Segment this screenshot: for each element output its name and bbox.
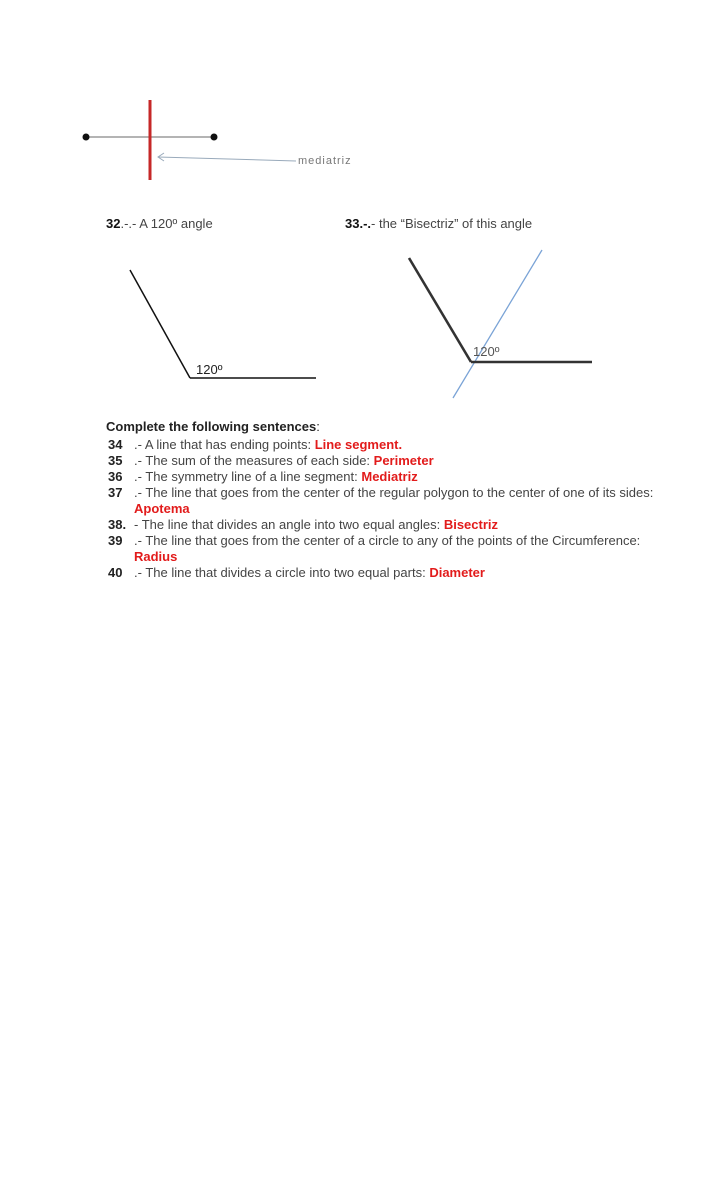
endpoint-right (211, 134, 218, 141)
caption-33 (345, 216, 532, 231)
angle-label-2: 120º (473, 344, 500, 359)
caption-33-text: - the “Bisectriz” of this angle (371, 216, 533, 231)
item-number: 35 (108, 453, 123, 468)
list-item (106, 437, 666, 453)
item-number: 36 (108, 469, 123, 484)
list-item (106, 517, 666, 533)
caption-32-text: .-.- A 120º angle (120, 216, 213, 231)
sentence-list (106, 437, 666, 581)
item-answer: Radius (134, 549, 178, 564)
item-text: .- A line that has ending points: (134, 437, 315, 452)
list-item (106, 469, 666, 485)
item-number: 38. (108, 517, 127, 532)
item-text: .- The line that divides a circle into two equal parts: (134, 565, 430, 580)
caption-32 (106, 216, 213, 231)
list-item (106, 453, 666, 469)
list-item (106, 565, 666, 581)
item-text: .- The line that goes from the center of a circle to any of the points of the Circumference: (134, 533, 641, 548)
item-number: 40 (108, 565, 123, 580)
bisector-line (453, 250, 542, 398)
caption-32-number: 32 (106, 216, 121, 231)
angle-ray-diagonal (409, 258, 471, 362)
list-item (106, 533, 666, 565)
list-item (106, 485, 666, 517)
exercise-heading-colon: : (316, 419, 320, 434)
item-number: 37 (108, 485, 123, 500)
angle-label-1: 120º (196, 362, 223, 377)
endpoint-left (83, 134, 90, 141)
mediatriz-figure (78, 95, 388, 185)
item-text: .- The line that goes from the center of the regular polygon to the center of one of its sides: (134, 485, 654, 500)
item-answer: Perimeter (373, 453, 434, 468)
exercise-heading (106, 419, 320, 434)
item-number: 39 (108, 533, 123, 548)
angle-ray-diagonal (130, 270, 190, 378)
item-text: - The line that divides an angle into two equal angles: (134, 517, 444, 532)
mediatriz-label: mediatriz (298, 155, 352, 167)
angle-figure-120 (120, 262, 330, 387)
item-answer: Apotema (134, 501, 190, 516)
pointer-arrow (158, 157, 296, 161)
item-text: .- The sum of the measures of each side: (134, 453, 374, 468)
item-answer: Mediatriz (361, 469, 418, 484)
item-text: .- The symmetry line of a line segment: (134, 469, 362, 484)
caption-33-number: 33.-. (345, 216, 372, 231)
item-answer: Bisectriz (443, 517, 499, 532)
item-answer: Diameter (429, 565, 485, 580)
exercise-heading-text: Complete the following sentences (106, 419, 317, 434)
bisectriz-figure (396, 245, 601, 405)
item-answer: Line segment. (314, 437, 403, 452)
item-number: 34 (108, 437, 123, 452)
